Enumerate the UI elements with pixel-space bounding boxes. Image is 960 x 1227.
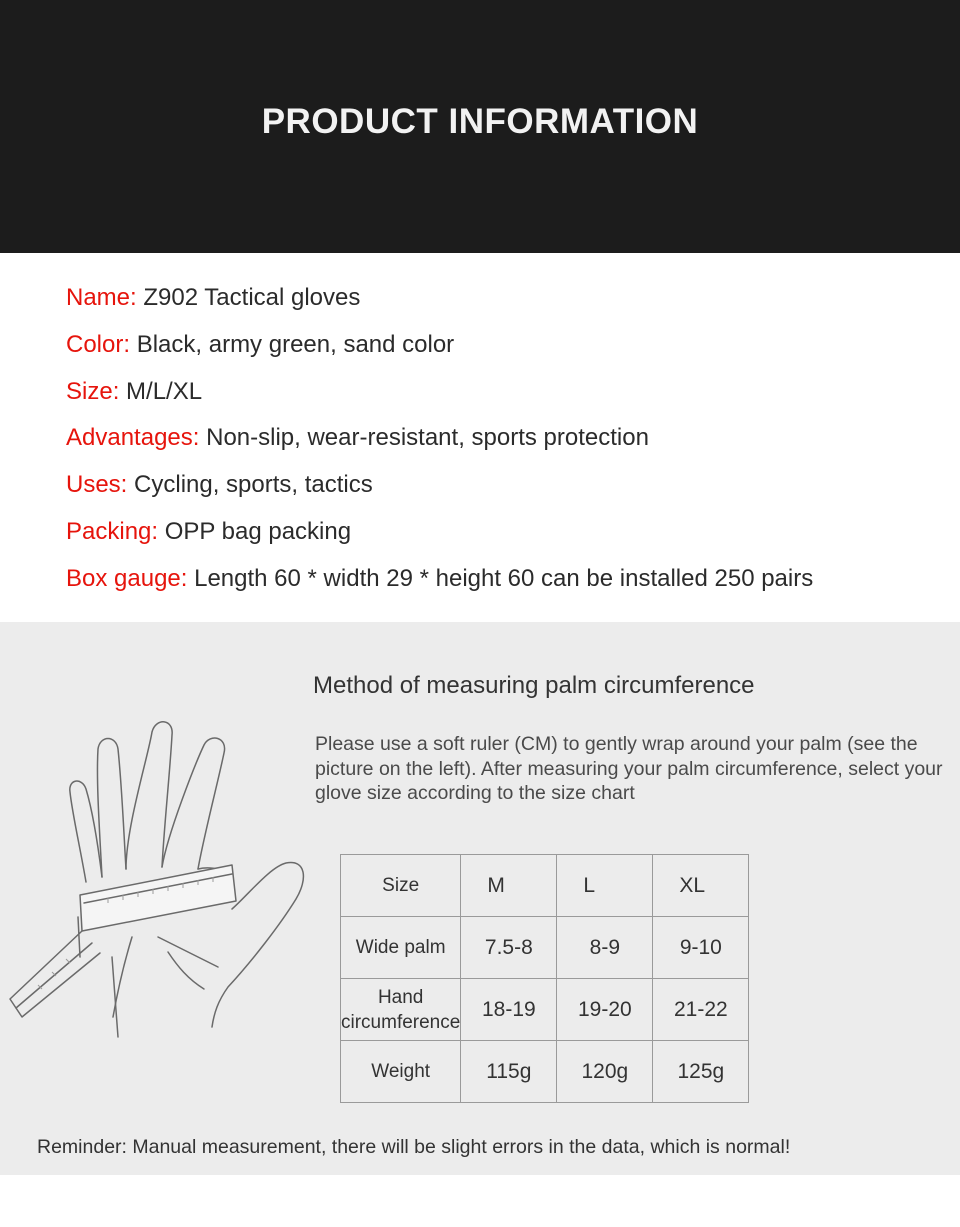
info-row-advantages	[66, 422, 946, 469]
info-label: Advantages:	[66, 424, 200, 452]
table-row	[341, 917, 749, 979]
info-label: Size:	[66, 377, 120, 405]
table-cell: 115g	[461, 1041, 557, 1103]
info-value: Non-slip, wear-resistant, sports protection	[206, 424, 649, 452]
table-cell: 125g	[653, 1041, 749, 1103]
size-chart-table	[340, 854, 749, 1103]
measure-title: Method of measuring palm circumference	[313, 672, 755, 699]
table-cell: 8-9	[557, 917, 653, 979]
table-header-cell: XL	[653, 855, 749, 917]
info-row-size	[66, 376, 946, 423]
measure-description: Please use a soft ruler (CM) to gently wrap around your palm (see the picture on the left). After measuring your palm circumference, select your glove size according to the size chart	[315, 733, 943, 804]
table-row	[341, 1041, 749, 1103]
info-value: OPP bag packing	[164, 517, 352, 545]
info-label: Color:	[66, 330, 131, 358]
table-row	[341, 979, 749, 1041]
table-header-cell: Size	[341, 855, 461, 917]
info-label: Packing:	[66, 517, 159, 545]
info-row-box-gauge	[66, 563, 946, 610]
hand-tape-measure-icon	[8, 717, 308, 1077]
table-cell: 18-19	[461, 979, 557, 1041]
info-row-packing	[66, 516, 946, 563]
table-cell: 7.5-8	[461, 917, 557, 979]
header-banner	[0, 0, 960, 253]
reminder-note: Reminder: Manual measurement, there will be slight errors in the data, which is normal!	[37, 1136, 791, 1158]
info-label: Uses:	[66, 471, 128, 499]
info-row-color	[66, 329, 946, 376]
table-header-cell: L	[557, 855, 653, 917]
info-value: Length 60 * width 29 * height 60 can be installed 250 pairs	[194, 564, 814, 592]
info-value: Z902 Tactical gloves	[143, 284, 361, 311]
table-header-cell: M	[461, 855, 557, 917]
table-cell: 120g	[557, 1041, 653, 1103]
table-row-label: Wide palm	[341, 917, 461, 979]
page-title: PRODUCT INFORMATION	[261, 102, 699, 141]
table-header-row	[341, 855, 749, 917]
info-row-name	[66, 282, 946, 329]
table-cell: 21-22	[653, 979, 749, 1041]
info-value: Black, army green, sand color	[136, 330, 455, 358]
info-label: Box gauge:	[66, 564, 188, 592]
info-label: Name:	[66, 284, 137, 311]
table-row-label: Weight	[341, 1041, 461, 1103]
info-value: M/L/XL	[126, 377, 203, 405]
table-cell: 19-20	[557, 979, 653, 1041]
product-info-list	[66, 282, 946, 610]
table-cell: 9-10	[653, 917, 749, 979]
info-value: Cycling, sports, tactics	[134, 471, 373, 499]
info-row-uses	[66, 469, 946, 516]
table-row-label: Hand circumference	[341, 979, 461, 1041]
measurement-panel	[0, 622, 960, 1175]
